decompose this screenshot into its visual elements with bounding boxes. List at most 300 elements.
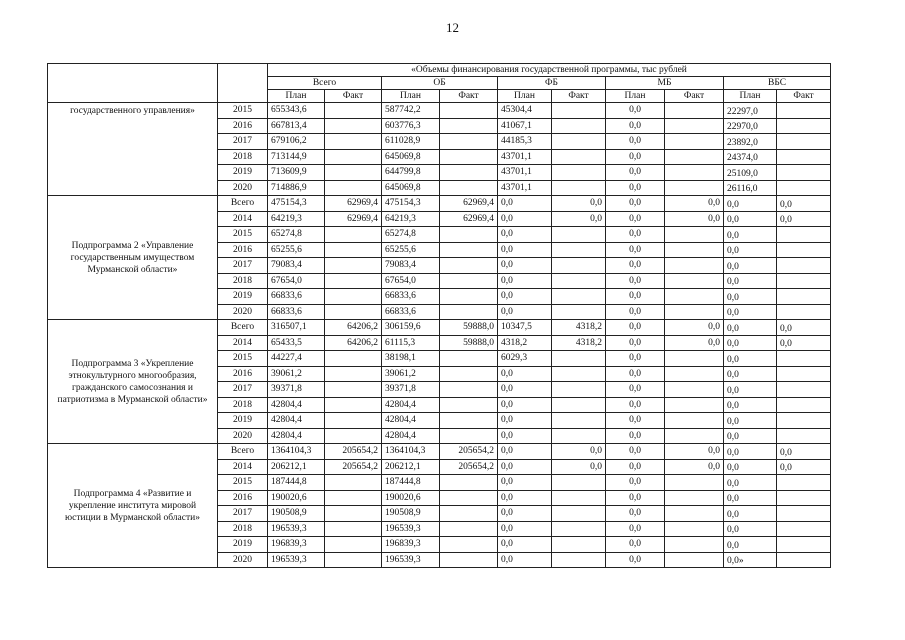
cell-fb-fact	[552, 149, 606, 165]
cell-fb-plan: 0,0	[498, 227, 552, 243]
cell-ob-plan: 38198,1	[382, 351, 440, 367]
cell-mb-fact	[665, 521, 724, 537]
cell-vbs-fact: 0,0	[777, 211, 831, 227]
cell-vbs-plan: 0,0	[724, 258, 777, 274]
program-name: Подпрограмма 3 «Укрепление этнокультурного многообразия, гражданского самосознания и патриотизма в Мурманской области»	[48, 320, 218, 444]
cell-vsego-fact: 205654,2	[325, 459, 382, 475]
year-cell: 2017	[218, 258, 268, 274]
cell-fb-plan: 45304,4	[498, 103, 552, 119]
cell-fb-fact	[552, 521, 606, 537]
cell-vsego-fact	[325, 258, 382, 274]
year-cell: 2019	[218, 413, 268, 429]
year-cell: 2018	[218, 397, 268, 413]
cell-fb-plan: 0,0	[498, 552, 552, 568]
cell-mb-fact	[665, 552, 724, 568]
cell-mb-plan: 0,0	[606, 552, 665, 568]
cell-vsego-fact	[325, 413, 382, 429]
year-cell: 2017	[218, 506, 268, 522]
header-fact: Факт	[777, 90, 831, 103]
cell-fb-plan: 43701,1	[498, 149, 552, 165]
cell-mb-fact	[665, 366, 724, 382]
cell-fb-plan: 0,0	[498, 196, 552, 212]
table-row	[48, 320, 831, 336]
cell-fb-plan: 0,0	[498, 413, 552, 429]
cell-vsego-plan: 475154,3	[268, 196, 325, 212]
cell-mb-plan: 0,0	[606, 459, 665, 475]
cell-vsego-fact	[325, 118, 382, 134]
cell-mb-fact	[665, 490, 724, 506]
year-cell: Всего	[218, 320, 268, 336]
year-cell: 2018	[218, 273, 268, 289]
cell-vbs-plan: 22297,0	[724, 103, 777, 119]
cell-vbs-fact: 0,0	[777, 196, 831, 212]
cell-ob-plan: 645069,8	[382, 149, 440, 165]
cell-vsego-plan: 42804,4	[268, 428, 325, 444]
cell-ob-fact	[440, 490, 498, 506]
cell-vsego-fact	[325, 103, 382, 119]
cell-vbs-plan: 0,0	[724, 351, 777, 367]
cell-vbs-plan: 26116,0	[724, 180, 777, 196]
cell-fb-fact: 4318,2	[552, 320, 606, 336]
cell-vsego-plan: 667813,4	[268, 118, 325, 134]
cell-vsego-fact: 62969,4	[325, 211, 382, 227]
header-group-mb: МБ	[606, 77, 724, 90]
cell-fb-fact	[552, 428, 606, 444]
cell-vsego-fact	[325, 304, 382, 320]
cell-ob-plan: 206212,1	[382, 459, 440, 475]
cell-vsego-fact	[325, 180, 382, 196]
cell-vbs-fact	[777, 134, 831, 150]
cell-mb-plan: 0,0	[606, 196, 665, 212]
header-plan: План	[606, 90, 665, 103]
cell-mb-fact: 0,0	[665, 211, 724, 227]
cell-ob-plan: 42804,4	[382, 428, 440, 444]
cell-ob-plan: 79083,4	[382, 258, 440, 274]
cell-vbs-plan: 0,0	[724, 304, 777, 320]
cell-vbs-fact: 0,0	[777, 335, 831, 351]
cell-vsego-plan: 190020,6	[268, 490, 325, 506]
cell-mb-fact	[665, 227, 724, 243]
cell-mb-fact	[665, 506, 724, 522]
cell-ob-plan: 39061,2	[382, 366, 440, 382]
cell-fb-plan: 0,0	[498, 211, 552, 227]
cell-vbs-fact	[777, 227, 831, 243]
year-cell: 2020	[218, 428, 268, 444]
cell-vsego-plan: 196539,3	[268, 521, 325, 537]
year-cell: 2017	[218, 134, 268, 150]
cell-ob-plan: 645069,8	[382, 180, 440, 196]
cell-ob-plan: 1364104,3	[382, 444, 440, 460]
cell-vbs-plan: 0,0	[724, 459, 777, 475]
cell-vsego-plan: 44227,4	[268, 351, 325, 367]
cell-ob-fact	[440, 397, 498, 413]
cell-ob-plan: 611028,9	[382, 134, 440, 150]
cell-vsego-fact	[325, 366, 382, 382]
year-cell: 2014	[218, 335, 268, 351]
cell-fb-fact	[552, 382, 606, 398]
cell-fb-plan: 0,0	[498, 289, 552, 305]
cell-ob-fact	[440, 118, 498, 134]
cell-vbs-fact	[777, 382, 831, 398]
cell-vsego-plan: 713144,9	[268, 149, 325, 165]
header-title-row	[48, 64, 831, 77]
cell-vsego-plan: 66833,6	[268, 289, 325, 305]
cell-mb-plan: 0,0	[606, 289, 665, 305]
header-plan: План	[268, 90, 325, 103]
cell-ob-fact	[440, 428, 498, 444]
cell-vsego-plan: 65433,5	[268, 335, 325, 351]
cell-vsego-fact	[325, 397, 382, 413]
cell-mb-fact: 0,0	[665, 459, 724, 475]
cell-fb-fact	[552, 273, 606, 289]
cell-vbs-plan: 0,0	[724, 320, 777, 336]
year-cell: 2015	[218, 227, 268, 243]
cell-vbs-fact	[777, 506, 831, 522]
year-cell: Всего	[218, 444, 268, 460]
cell-fb-plan: 0,0	[498, 537, 552, 553]
cell-mb-plan: 0,0	[606, 537, 665, 553]
cell-ob-plan: 187444,8	[382, 475, 440, 491]
cell-vsego-fact	[325, 242, 382, 258]
year-cell: 2017	[218, 382, 268, 398]
cell-ob-fact	[440, 165, 498, 181]
cell-mb-fact	[665, 103, 724, 119]
cell-ob-fact	[440, 180, 498, 196]
cell-mb-plan: 0,0	[606, 165, 665, 181]
cell-fb-fact: 4318,2	[552, 335, 606, 351]
cell-ob-plan: 196539,3	[382, 521, 440, 537]
year-cell: Всего	[218, 196, 268, 212]
cell-fb-fact	[552, 475, 606, 491]
cell-vbs-fact: 0,0	[777, 320, 831, 336]
year-cell: 2020	[218, 552, 268, 568]
page-number: 12	[446, 20, 459, 35]
cell-vsego-plan: 67654,0	[268, 273, 325, 289]
cell-mb-plan: 0,0	[606, 149, 665, 165]
cell-ob-plan: 66833,6	[382, 289, 440, 305]
cell-vsego-fact	[325, 134, 382, 150]
cell-ob-plan: 65274,8	[382, 227, 440, 243]
cell-vsego-plan: 190508,9	[268, 506, 325, 522]
cell-fb-plan: 41067,1	[498, 118, 552, 134]
cell-fb-plan: 0,0	[498, 304, 552, 320]
cell-ob-fact: 62969,4	[440, 211, 498, 227]
cell-vsego-fact	[325, 165, 382, 181]
cell-vsego-fact	[325, 351, 382, 367]
cell-ob-fact	[440, 149, 498, 165]
year-cell: 2016	[218, 242, 268, 258]
cell-ob-fact	[440, 413, 498, 429]
cell-vsego-fact	[325, 149, 382, 165]
cell-mb-fact	[665, 149, 724, 165]
cell-fb-plan: 0,0	[498, 258, 552, 274]
cell-ob-plan: 39371,8	[382, 382, 440, 398]
cell-fb-fact: 0,0	[552, 211, 606, 227]
cell-fb-fact: 0,0	[552, 444, 606, 460]
cell-ob-fact	[440, 304, 498, 320]
cell-vbs-plan: 0,0	[724, 273, 777, 289]
cell-vsego-plan: 64219,3	[268, 211, 325, 227]
cell-mb-plan: 0,0	[606, 227, 665, 243]
cell-mb-plan: 0,0	[606, 211, 665, 227]
table-row	[48, 444, 831, 460]
cell-mb-plan: 0,0	[606, 258, 665, 274]
cell-mb-fact	[665, 118, 724, 134]
header-group-ob: ОБ	[382, 77, 498, 90]
cell-vbs-fact	[777, 351, 831, 367]
cell-ob-fact	[440, 103, 498, 119]
cell-mb-fact	[665, 242, 724, 258]
cell-vbs-plan: 0,0	[724, 227, 777, 243]
cell-ob-fact: 59888,0	[440, 335, 498, 351]
cell-fb-plan: 0,0	[498, 521, 552, 537]
cell-fb-plan: 0,0	[498, 397, 552, 413]
year-cell: 2015	[218, 103, 268, 119]
cell-fb-fact	[552, 103, 606, 119]
cell-fb-fact	[552, 227, 606, 243]
cell-ob-plan: 306159,6	[382, 320, 440, 336]
header-group-vsego: Всего	[268, 77, 382, 90]
cell-ob-fact	[440, 351, 498, 367]
cell-mb-plan: 0,0	[606, 366, 665, 382]
cell-fb-plan: 0,0	[498, 475, 552, 491]
cell-fb-plan: 43701,1	[498, 165, 552, 181]
cell-ob-plan: 67654,0	[382, 273, 440, 289]
cell-vsego-fact: 64206,2	[325, 335, 382, 351]
cell-vsego-plan: 713609,9	[268, 165, 325, 181]
cell-mb-plan: 0,0	[606, 335, 665, 351]
cell-vsego-plan: 655343,6	[268, 103, 325, 119]
cell-ob-plan: 61115,3	[382, 335, 440, 351]
cell-vsego-fact	[325, 490, 382, 506]
cell-vbs-fact	[777, 475, 831, 491]
cell-vsego-fact	[325, 227, 382, 243]
cell-fb-plan: 0,0	[498, 382, 552, 398]
cell-fb-plan: 0,0	[498, 366, 552, 382]
cell-mb-plan: 0,0	[606, 320, 665, 336]
year-cell: 2015	[218, 351, 268, 367]
cell-fb-plan: 10347,5	[498, 320, 552, 336]
program-name: государственного управления»	[48, 103, 218, 196]
cell-mb-plan: 0,0	[606, 273, 665, 289]
cell-ob-fact	[440, 289, 498, 305]
cell-vbs-plan: 0,0	[724, 211, 777, 227]
year-cell: 2014	[218, 459, 268, 475]
cell-vbs-fact	[777, 397, 831, 413]
cell-vsego-fact	[325, 537, 382, 553]
cell-ob-plan: 603776,3	[382, 118, 440, 134]
year-cell: 2020	[218, 304, 268, 320]
cell-vsego-fact: 205654,2	[325, 444, 382, 460]
header-fact: Факт	[325, 90, 382, 103]
cell-ob-plan: 190020,6	[382, 490, 440, 506]
header-fact: Факт	[552, 90, 606, 103]
cell-mb-plan: 0,0	[606, 444, 665, 460]
cell-fb-fact	[552, 304, 606, 320]
cell-vsego-plan: 65274,8	[268, 227, 325, 243]
cell-vbs-plan: 0,0	[724, 397, 777, 413]
cell-ob-fact	[440, 475, 498, 491]
cell-vsego-plan: 42804,4	[268, 413, 325, 429]
cell-fb-fact	[552, 397, 606, 413]
cell-ob-fact	[440, 521, 498, 537]
cell-mb-fact: 0,0	[665, 320, 724, 336]
year-cell: 2016	[218, 366, 268, 382]
cell-vbs-plan: 0,0	[724, 537, 777, 553]
cell-ob-fact: 205654,2	[440, 459, 498, 475]
cell-vsego-plan: 66833,6	[268, 304, 325, 320]
cell-ob-fact	[440, 258, 498, 274]
cell-fb-fact	[552, 506, 606, 522]
cell-fb-fact	[552, 180, 606, 196]
year-cell: 2018	[218, 149, 268, 165]
cell-vbs-fact	[777, 180, 831, 196]
cell-fb-plan: 44185,3	[498, 134, 552, 150]
cell-vbs-plan: 0,0	[724, 475, 777, 491]
cell-fb-fact	[552, 552, 606, 568]
cell-mb-fact	[665, 165, 724, 181]
cell-ob-plan: 196839,3	[382, 537, 440, 553]
cell-vbs-plan: 0,0	[724, 521, 777, 537]
cell-vsego-fact	[325, 289, 382, 305]
cell-mb-plan: 0,0	[606, 490, 665, 506]
cell-mb-fact: 0,0	[665, 444, 724, 460]
cell-vsego-fact	[325, 552, 382, 568]
cell-fb-fact: 0,0	[552, 459, 606, 475]
cell-vbs-plan: 0,0	[724, 335, 777, 351]
cell-fb-fact	[552, 258, 606, 274]
cell-ob-fact: 62969,4	[440, 196, 498, 212]
cell-ob-fact	[440, 242, 498, 258]
cell-fb-fact	[552, 242, 606, 258]
header-title: «Объемы финансирования государственной программы, тыс рублей	[268, 64, 831, 77]
cell-fb-plan: 0,0	[498, 506, 552, 522]
cell-fb-plan: 0,0	[498, 428, 552, 444]
cell-mb-fact	[665, 289, 724, 305]
cell-vbs-plan: 22970,0	[724, 118, 777, 134]
header-plan: План	[382, 90, 440, 103]
cell-vbs-plan: 0,0	[724, 366, 777, 382]
cell-mb-fact	[665, 273, 724, 289]
year-cell: 2018	[218, 521, 268, 537]
cell-fb-plan: 0,0	[498, 444, 552, 460]
cell-mb-plan: 0,0	[606, 475, 665, 491]
cell-fb-fact	[552, 165, 606, 181]
cell-vsego-plan: 187444,8	[268, 475, 325, 491]
cell-vbs-plan: 0,0	[724, 444, 777, 460]
cell-ob-plan: 190508,9	[382, 506, 440, 522]
cell-ob-plan: 42804,4	[382, 397, 440, 413]
year-cell: 2016	[218, 118, 268, 134]
cell-mb-plan: 0,0	[606, 521, 665, 537]
cell-mb-fact	[665, 134, 724, 150]
cell-vsego-plan: 79083,4	[268, 258, 325, 274]
cell-vbs-fact	[777, 149, 831, 165]
cell-fb-fact	[552, 118, 606, 134]
cell-vbs-fact: 0,0	[777, 444, 831, 460]
cell-vbs-fact	[777, 289, 831, 305]
cell-fb-plan: 0,0	[498, 242, 552, 258]
cell-mb-plan: 0,0	[606, 397, 665, 413]
cell-vsego-plan: 42804,4	[268, 397, 325, 413]
year-cell: 2019	[218, 537, 268, 553]
cell-ob-plan: 65255,6	[382, 242, 440, 258]
cell-fb-fact	[552, 537, 606, 553]
cell-vbs-fact	[777, 521, 831, 537]
cell-mb-fact: 0,0	[665, 196, 724, 212]
program-name: Подпрограмма 2 «Управление государственным имуществом Мурманской области»	[48, 196, 218, 320]
cell-vbs-fact	[777, 304, 831, 320]
cell-fb-fact: 0,0	[552, 196, 606, 212]
cell-vsego-fact: 62969,4	[325, 196, 382, 212]
cell-ob-fact	[440, 227, 498, 243]
cell-vsego-fact	[325, 273, 382, 289]
cell-vsego-plan: 65255,6	[268, 242, 325, 258]
cell-ob-fact	[440, 506, 498, 522]
year-cell: 2016	[218, 490, 268, 506]
cell-vbs-fact	[777, 242, 831, 258]
cell-fb-plan: 43701,1	[498, 180, 552, 196]
cell-vsego-fact	[325, 475, 382, 491]
cell-ob-fact: 205654,2	[440, 444, 498, 460]
cell-ob-fact	[440, 537, 498, 553]
cell-vsego-plan: 196839,3	[268, 537, 325, 553]
cell-fb-plan: 0,0	[498, 490, 552, 506]
header-plan: План	[498, 90, 552, 103]
cell-mb-plan: 0,0	[606, 506, 665, 522]
cell-mb-fact	[665, 475, 724, 491]
cell-vbs-fact	[777, 366, 831, 382]
cell-ob-plan: 587742,2	[382, 103, 440, 119]
cell-mb-plan: 0,0	[606, 382, 665, 398]
header-program-cell	[48, 64, 218, 103]
header-fact: Факт	[665, 90, 724, 103]
table-row	[48, 103, 831, 119]
cell-vsego-fact	[325, 382, 382, 398]
cell-mb-plan: 0,0	[606, 304, 665, 320]
cell-vsego-plan: 196539,3	[268, 552, 325, 568]
cell-vbs-fact	[777, 103, 831, 119]
cell-vsego-fact	[325, 428, 382, 444]
year-cell: 2015	[218, 475, 268, 491]
cell-vbs-plan: 0,0	[724, 413, 777, 429]
cell-ob-fact	[440, 382, 498, 398]
cell-vbs-plan: 0,0	[724, 289, 777, 305]
cell-mb-plan: 0,0	[606, 351, 665, 367]
cell-vsego-fact	[325, 521, 382, 537]
cell-vbs-plan: 0,0»	[724, 552, 777, 568]
year-cell: 2019	[218, 165, 268, 181]
cell-fb-fact	[552, 413, 606, 429]
cell-vbs-plan: 0,0	[724, 428, 777, 444]
cell-vsego-plan: 206212,1	[268, 459, 325, 475]
cell-ob-plan: 64219,3	[382, 211, 440, 227]
cell-vsego-fact	[325, 506, 382, 522]
header-group-fb: ФБ	[498, 77, 606, 90]
cell-fb-plan: 0,0	[498, 273, 552, 289]
cell-vbs-fact	[777, 165, 831, 181]
cell-mb-plan: 0,0	[606, 242, 665, 258]
cell-mb-fact	[665, 351, 724, 367]
cell-vbs-fact	[777, 428, 831, 444]
cell-vsego-plan: 1364104,3	[268, 444, 325, 460]
cell-fb-plan: 6029,3	[498, 351, 552, 367]
header-plan: План	[724, 90, 777, 103]
cell-fb-fact	[552, 490, 606, 506]
table-row	[48, 196, 831, 212]
cell-ob-fact	[440, 273, 498, 289]
cell-mb-fact	[665, 537, 724, 553]
